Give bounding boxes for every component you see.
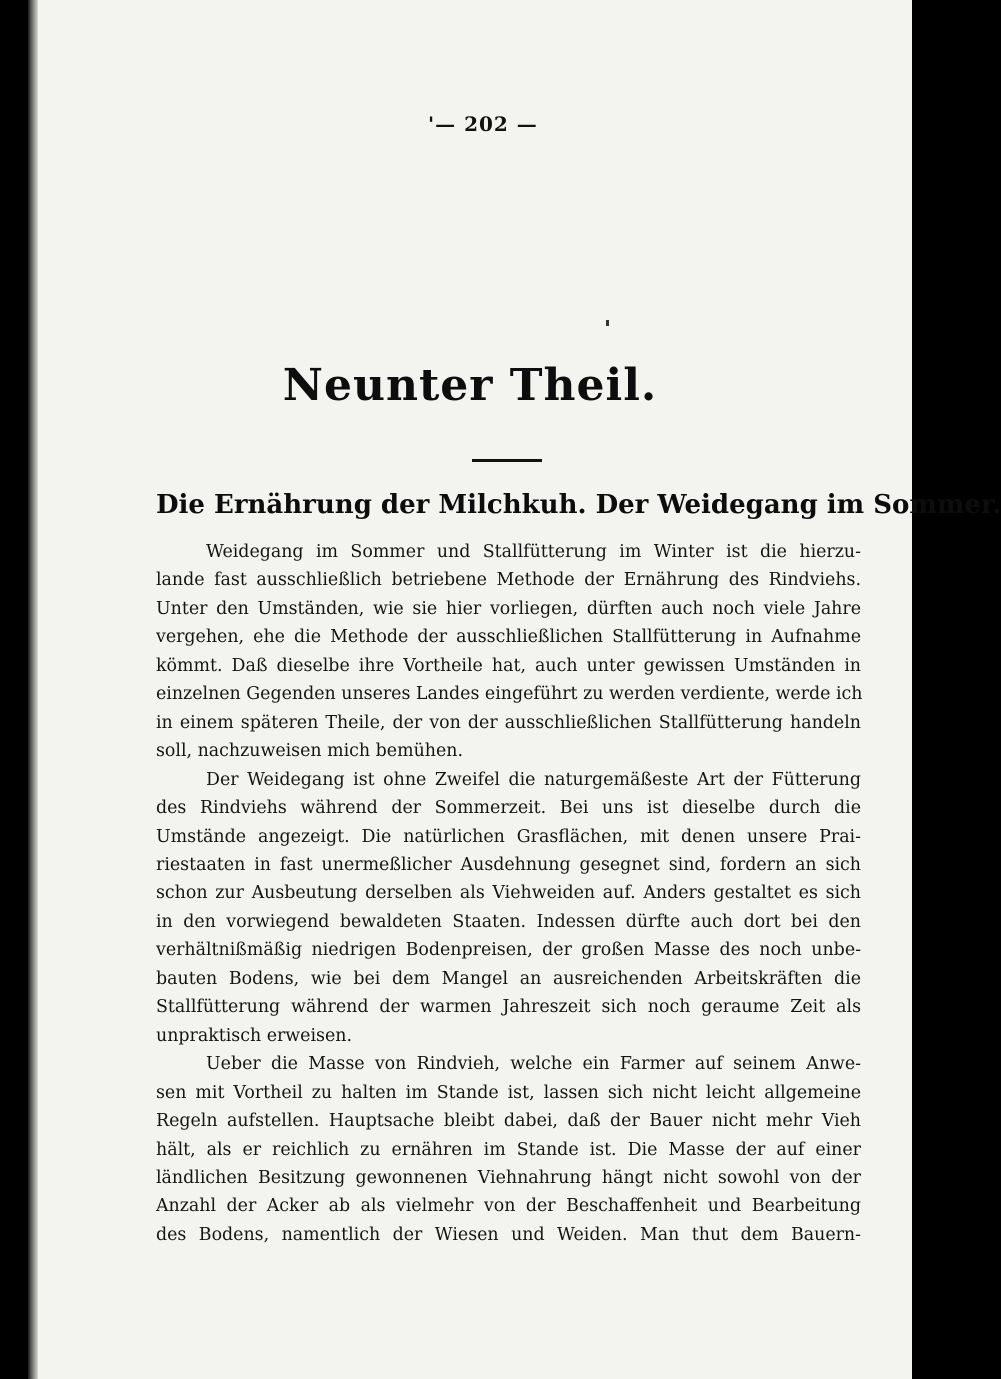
- chapter-title: Die Ernährung der Milchkuh. Der Weidegang im Sommer.: [156, 490, 1001, 520]
- text-line: vergehen, ehe die Methode der ausschließlichen Stallfütterung in Aufnahme: [156, 627, 861, 648]
- text-line: riestaaten in fast unermeßlicher Ausdehnung gesegnet sind, fordern an sich: [156, 854, 861, 875]
- text-line: soll, nachzuweisen mich bemühen.: [156, 741, 463, 762]
- ink-speck: [606, 320, 609, 326]
- text-line: hält, als er reichlich zu ernähren im Stande ist. Die Masse der auf einer: [156, 1139, 861, 1160]
- text-line: lande fast ausschließlich betriebene Methode der Ernährung des Rindviehs.: [156, 570, 861, 591]
- text-line: Ueber die Masse von Rindvieh, welche ein Farmer auf seinem Anwe-: [206, 1054, 861, 1075]
- text-line: Unter den Umständen, wie sie hier vorliegen, dürften auch noch viele Jahre: [156, 598, 861, 619]
- text-line: einzelnen Gegenden unseres Landes eingeführt zu werden verdiente, werde ich: [156, 684, 863, 705]
- text-line: unpraktisch erweisen.: [156, 1025, 352, 1046]
- text-line: Stallfütterung während der warmen Jahreszeit sich noch geraume Zeit als: [156, 997, 861, 1018]
- text-line: verhältnißmäßig niedrigen Bodenpreisen, der großen Masse des noch unbe-: [156, 940, 861, 961]
- page-edge-shadow: [28, 0, 38, 1379]
- text-line: des Rindviehs während der Sommerzeit. Bei uns ist dieselbe durch die: [156, 798, 861, 819]
- text-line: in einem späteren Theile, der von der ausschließlichen Stallfütterung handeln: [156, 712, 861, 733]
- text-line: in den vorwiegend bewaldeten Staaten. Indessen dürfte auch dort bei den: [156, 911, 861, 932]
- text-line: Regeln aufstellen. Hauptsache bleibt dabei, daß der Bauer nicht mehr Vieh: [156, 1111, 861, 1132]
- text-line: kömmt. Daß dieselbe ihre Vortheile hat, auch unter gewissen Umständen in: [156, 655, 861, 676]
- text-line: bauten Bodens, wie bei dem Mangel an ausreichenden Arbeitskräften die: [156, 968, 861, 989]
- text-line: sen mit Vortheil zu halten im Stande ist, lassen sich nicht leicht allgemeine: [156, 1082, 861, 1103]
- text-line: schon zur Ausbeutung derselben als Viehweiden auf. Anders gestaltet es sich: [156, 883, 861, 904]
- text-line: Anzahl der Acker ab als vielmehr von der Beschaffenheit und Bearbeitung: [156, 1196, 861, 1217]
- body-text: [156, 538, 861, 1249]
- title-rule: [472, 459, 542, 462]
- text-line: Umstände angezeigt. Die natürlichen Grasflächen, mit denen unsere Prai-: [156, 826, 861, 847]
- page-number: '— 202 —: [428, 112, 538, 136]
- text-line: Weidegang im Sommer und Stallfütterung im Winter ist die hierzu-: [206, 542, 861, 562]
- text-line: Der Weidegang ist ohne Zweifel die naturgemäßeste Art der Fütterung: [206, 769, 861, 790]
- book-page: [28, 0, 1001, 1379]
- text-line: des Bodens, namentlich der Wiesen und Weiden. Man thut dem Bauern-: [156, 1224, 861, 1245]
- text-line: ländlichen Besitzung gewonnenen Viehnahrung hängt nicht sowohl von der: [156, 1167, 861, 1188]
- part-title: Neunter Theil.: [282, 360, 658, 411]
